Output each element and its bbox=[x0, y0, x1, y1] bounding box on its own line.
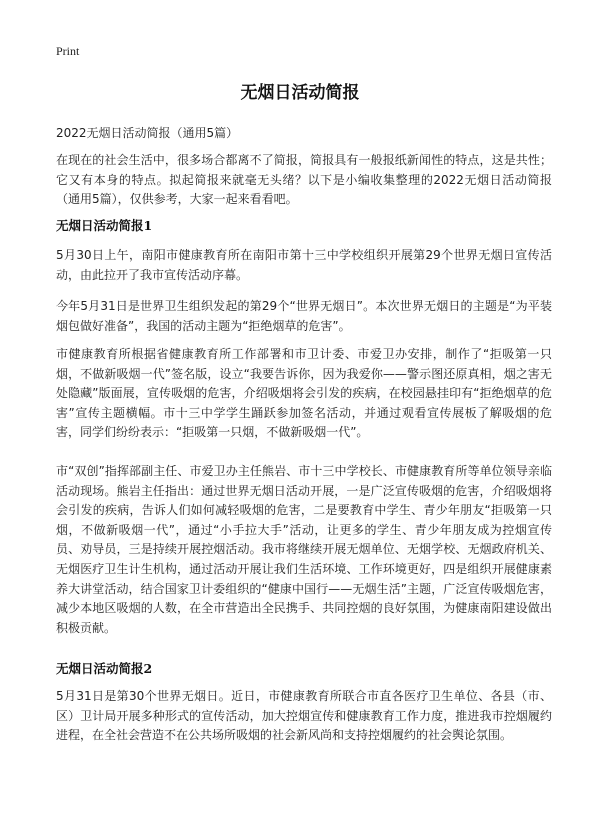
paragraph: 5月30日上午，南阳市健康教育所在南阳市第十三中学校组织开展第29个世界无烟日宣传活动，由此拉开了我市宣传活动序幕。 bbox=[56, 248, 552, 282]
print-link[interactable]: Print bbox=[56, 44, 80, 58]
paragraph: 市“双创”指挥部副主任、市爱卫办主任熊岩、市十三中学校长、市健康教育所等单位领导亲临活动现场。熊岩主任指出：通过世界无烟日活动开展，一是广泛宣传吸烟的危害，介绍吸烟将会引发的疾病，告诉人们如何减轻吸烟的危害，二是要教育中学生、青少年朋友“拒吸第一只烟，不做新吸烟一代”，通过“小手拉大手”活动，让更多的学生、青少年朋友成为控烟宣传员、劝导员，三是持续开展控烟活动。我市将继续开展无烟单位、无烟学校、无烟政府机关、无烟医疗卫生计生机构，通过活动开展让我们生活环境、工作环境更好，四是组织开展健康素养大讲堂活动，结合国家卫计委组织的“健康中国行——无烟生活”主题，广泛宣传吸烟危害，减少本地区吸烟的人数，在全市营造出全民携手、共同控烟的良好氛围，为健康南阳建设做出积极贡献。 bbox=[56, 464, 552, 635]
paragraph: 市健康教育所根据省健康教育所工作部署和市卫计委、市爱卫办安排，制作了“拒吸第一只烟，不做新吸烟一代”签名版，设立“我要告诉你，因为我爱你——警示图还原真相，烟之害无处隐藏”版面展，宣传吸烟的危害，介绍吸烟将会引发的疾病，在校园悬挂印有“拒绝烟草的危害”宣传主题横幅。市十三中学学生踊跃参加签名活动，并通过观看宣传展板了解吸烟的危害，同学们纷纷表示：“拒吸第一只烟，不做新吸烟一代”。 bbox=[56, 347, 552, 440]
paragraph: 今年5月31日是世界卫生组织发起的第29个“世界无烟日”。本次世界无烟日的主题是“为平装烟包做好准备”，我国的活动主题为“拒绝烟草的危害”。 bbox=[56, 299, 552, 333]
paragraph: 5月31日是第30个世界无烟日。近日，市健康教育所联合市直各医疗卫生单位、各县（市、区）卫计局开展多种形式的宣传活动，加大控烟宣传和健康教育工作力度，推进我市控烟履约进程，在全社会营造不在公共场所吸烟的社会新风尚和支持控烟履约的社会舆论氛围。 bbox=[56, 689, 552, 743]
intro-paragraph: 在现在的社会生活中，很多场合都离不了简报，简报具有一般报纸新闻性的特点，这是共性；它又有本身的特点。拟起简报来就毫无头绪？以下是小编收集整理的2022无烟日活动简报（通用5篇），仅供参考，大家一起来看看吧。 bbox=[56, 153, 552, 207]
section-heading: 无烟日活动简报2 bbox=[56, 661, 153, 676]
page-title: 无烟日活动简报 bbox=[240, 83, 360, 103]
document-subtitle: 2022无烟日活动简报（通用5篇） bbox=[56, 126, 239, 140]
section-heading: 无烟日活动简报1 bbox=[56, 218, 153, 233]
